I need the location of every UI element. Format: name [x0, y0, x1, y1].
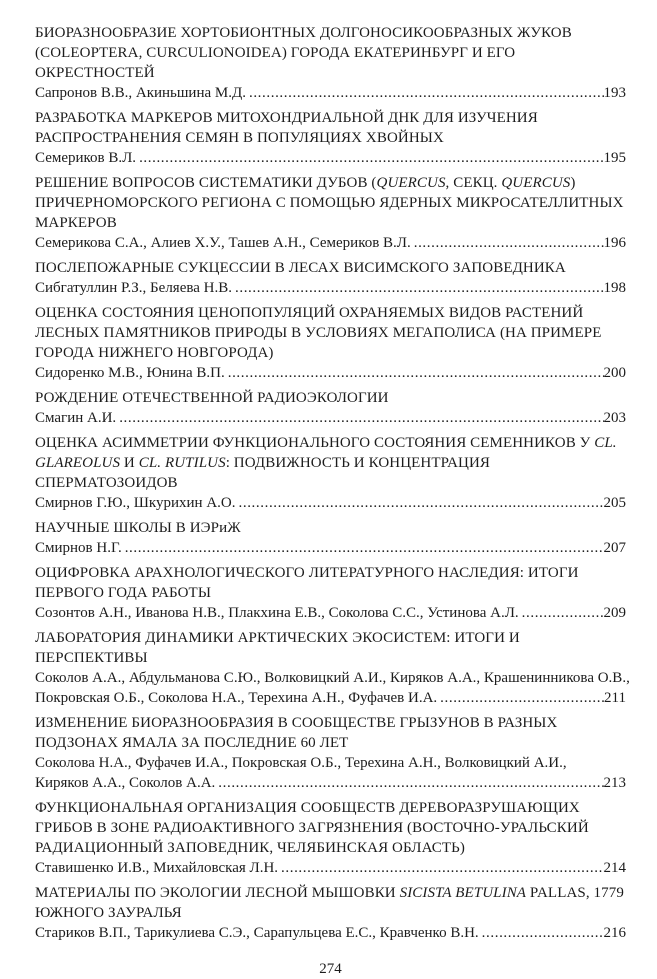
entry-authors-line — [35, 148, 626, 168]
entry-authors: Сибгатуллин Р.З., Беляева Н.В. — [35, 280, 232, 296]
dot-leader — [228, 363, 604, 383]
entry-page-number: 207 — [603, 540, 626, 556]
entry-authors: Смирнов Н.Г. — [35, 540, 122, 556]
entry-page-number: 205 — [603, 495, 626, 511]
dot-leader — [440, 688, 604, 708]
entry-authors: Киряков А.А., Соколов А.А. — [35, 775, 216, 791]
entry-page-number: 198 — [603, 280, 626, 296]
title-segment: ИЗМЕНЕНИЕ БИОРАЗНООБРАЗИЯ В СООБЩЕСТВЕ ГРЫЗУНОВ В РАЗНЫХ ПОДЗОНАХ ЯМАЛА ЗА ПОСЛЕДНИЕ 60 ЛЕТ — [35, 715, 558, 751]
entry-authors: Смирнов Г.Ю., Шкурихин А.О. — [35, 495, 236, 511]
title-segment-italic: QUERCUS — [376, 175, 446, 191]
dot-leader — [235, 278, 604, 298]
entry-authors-line — [35, 538, 626, 558]
title-segment-italic: CL. GLAREOLUS — [35, 435, 617, 471]
entry-title — [35, 518, 626, 538]
toc-list — [35, 23, 630, 943]
entry-page-number: 216 — [603, 925, 626, 941]
entry-authors: Семерикова С.А., Алиев Х.У., Ташев А.Н., Семериков В.Л. — [35, 235, 411, 251]
entry-authors-line — [35, 858, 626, 878]
dot-leader — [239, 493, 604, 513]
toc-entry — [35, 258, 626, 298]
entry-title — [35, 173, 626, 233]
entry-authors-line: Соколова Н.А., Фуфачев И.А., Покровская О.Б., Терехина А.Н., Волковицкий А.И., — [35, 755, 567, 771]
entry-authors-line — [35, 773, 626, 793]
entry-authors: Созонтов А.Н., Иванова Н.В., Плакхина Е.В., Соколова С.С., Устинова А.Л. — [35, 605, 519, 621]
entry-authors-line — [35, 493, 626, 513]
entry-page-number: 211 — [604, 690, 626, 706]
entry-title — [35, 563, 626, 603]
title-segment: ЛАБОРАТОРИЯ ДИНАМИКИ АРКТИЧЕСКИХ ЭКОСИСТЕМ: ИТОГИ И ПЕРСПЕКТИВЫ — [35, 630, 520, 666]
title-segment-italic: SICISTA BETULINA — [399, 885, 527, 901]
entry-title — [35, 628, 626, 668]
entry-title — [35, 23, 626, 83]
dot-leader — [249, 83, 604, 103]
entry-title — [35, 798, 626, 858]
toc-entry — [35, 108, 626, 168]
title-segment: ФУНКЦИОНАЛЬНАЯ ОРГАНИЗАЦИЯ СООБЩЕСТВ ДЕРЕВОРАЗРУШАЮЩИХ ГРИБОВ В ЗОНЕ РАДИОАКТИВНОГО ЗАГРЯЗНЕНИЯ (ВОСТОЧНО-УРАЛЬСКИЙ РАДИАЦИОННЫЙ ЗАПОВЕДНИК, ЧЕЛЯБИНСКАЯ ОБЛАСТЬ) — [35, 800, 589, 856]
title-segment: БИОРАЗНООБРАЗИЕ ХОРТОБИОНТНЫХ ДОЛГОНОСИКООБРАЗНЫХ ЖУКОВ (COLEOPTERA, CURCULIONOIDEA) ГОРОДА ЕКАТЕРИНБУРГ И ЕГО ОКРЕСТНОСТЕЙ — [35, 25, 572, 81]
title-segment: ОЦЕНКА СОСТОЯНИЯ ЦЕНОПОПУЛЯЦИЙ ОХРАНЯЕМЫХ ВИДОВ РАСТЕНИЙ ЛЕСНЫХ ПАМЯТНИКОВ ПРИРОДЫ В УСЛОВИЯХ МЕГАПОЛИСА (НА ПРИМЕРЕ ГОРОДА НИЖНЕГО НОВГОРОДА) — [35, 305, 602, 361]
toc-entry — [35, 628, 630, 708]
entry-authors-line — [35, 83, 626, 103]
entry-page-number: 214 — [603, 860, 626, 876]
toc-entry — [35, 713, 626, 793]
toc-entry — [35, 563, 626, 623]
folio-page-number: 274 — [319, 961, 342, 977]
entry-title — [35, 433, 626, 493]
title-segment: ) ПРИЧЕРНОМОРСКОГО РЕГИОНА С ПОМОЩЬЮ ЯДЕРНЫХ МИКРОСАТЕЛЛИТНЫХ МАРКЕРОВ — [35, 175, 624, 231]
title-segment: ОЦЕНКА АСИММЕТРИИ ФУНКЦИОНАЛЬНОГО СОСТОЯНИЯ СЕМЕННИКОВ У — [35, 435, 595, 451]
toc-entry — [35, 303, 626, 383]
entry-authors: Семериков В.Л. — [35, 150, 137, 166]
entry-page-number: 200 — [603, 365, 626, 381]
toc-entry — [35, 798, 626, 878]
entry-title — [35, 108, 626, 148]
title-segment: , СЕКЦ. — [445, 175, 502, 191]
entry-authors-line — [35, 688, 626, 708]
title-segment: И — [120, 455, 139, 471]
entry-authors-line — [35, 923, 626, 943]
entry-title — [35, 883, 626, 923]
entry-title — [35, 388, 626, 408]
title-segment-italic: CL. RUTILUS — [138, 455, 226, 471]
entry-page-number: 203 — [603, 410, 626, 426]
title-segment: МАТЕРИАЛЫ ПО ЭКОЛОГИИ ЛЕСНОЙ МЫШОВКИ — [35, 885, 400, 901]
entry-page-number: 193 — [603, 85, 626, 101]
entry-authors-line — [35, 233, 626, 253]
dot-leader — [482, 923, 604, 943]
dot-leader — [522, 603, 604, 623]
entry-page-number: 213 — [603, 775, 626, 791]
entry-authors-line — [35, 278, 626, 298]
entry-title — [35, 258, 626, 278]
entry-page-number: 195 — [603, 150, 626, 166]
entry-title — [35, 713, 626, 753]
title-segment: PALLAS, 1779 ЮЖНОГО ЗАУРАЛЬЯ — [35, 885, 624, 921]
title-segment-italic: QUERCUS — [501, 175, 571, 191]
title-segment: РЕШЕНИЕ ВОПРОСОВ СИСТЕМАТИКИ ДУБОВ ( — [35, 175, 377, 191]
entry-authors-line — [35, 603, 626, 623]
entry-authors-line — [35, 408, 626, 428]
entry-authors: Сапронов В.В., Акиньшина М.Д. — [35, 85, 246, 101]
toc-entry — [35, 433, 626, 513]
title-segment: : ПОДВИЖНОСТЬ И КОНЦЕНТРАЦИЯ СПЕРМАТОЗОИДОВ — [35, 455, 491, 491]
entry-authors-line: Соколов А.А., Абдульманова С.Ю., Волковицкий А.И., Киряков А.А., Крашенинникова О.В., — [35, 670, 630, 686]
entry-page-number: 209 — [603, 605, 626, 621]
entry-page-number: 196 — [603, 235, 626, 251]
dot-leader — [119, 408, 603, 428]
entry-authors: Ставишенко И.В., Михайловская Л.Н. — [35, 860, 279, 876]
toc-entry — [35, 388, 626, 428]
dot-leader — [281, 858, 603, 878]
dot-leader — [139, 148, 603, 168]
entry-authors: Смагин А.И. — [35, 410, 117, 426]
title-segment: ОЦИФРОВКА АРАХНОЛОГИЧЕСКОГО ЛИТЕРАТУРНОГО НАСЛЕДИЯ: ИТОГИ ПЕРВОГО ГОДА РАБОТЫ — [35, 565, 579, 601]
entry-title — [35, 303, 626, 363]
toc-entry — [35, 518, 626, 558]
title-segment: РАЗРАБОТКА МАРКЕРОВ МИТОХОНДРИАЛЬНОЙ ДНК ДЛЯ ИЗУЧЕНИЯ РАСПРОСТРАНЕНИЯ СЕМЯН В ПОПУЛЯЦИЯХ ХВОЙНЫХ — [35, 110, 538, 146]
title-segment: РОЖДЕНИЕ ОТЕЧЕСТВЕННОЙ РАДИОЭКОЛОГИИ — [35, 390, 389, 406]
toc-entry — [35, 23, 626, 103]
entry-authors: Стариков В.П., Тарикулиева С.Э., Сарапульцева Е.С., Кравченко В.Н. — [35, 925, 479, 941]
dot-leader — [125, 538, 604, 558]
dot-leader — [218, 773, 603, 793]
entry-authors: Сидоренко М.В., Юнина В.П. — [35, 365, 225, 381]
entry-authors: Покровская О.Б., Соколова Н.А., Терехина А.Н., Фуфачев И.А. — [35, 690, 438, 706]
toc-entry — [35, 173, 626, 253]
dot-leader — [414, 233, 604, 253]
toc-entry — [35, 883, 626, 943]
entry-authors-line — [35, 363, 626, 383]
title-segment: ПОСЛЕПОЖАРНЫЕ СУКЦЕССИИ В ЛЕСАХ ВИСИМСКОГО ЗАПОВЕДНИКА — [35, 260, 566, 276]
title-segment: НАУЧНЫЕ ШКОЛЫ В ИЭРиЖ — [35, 520, 241, 536]
